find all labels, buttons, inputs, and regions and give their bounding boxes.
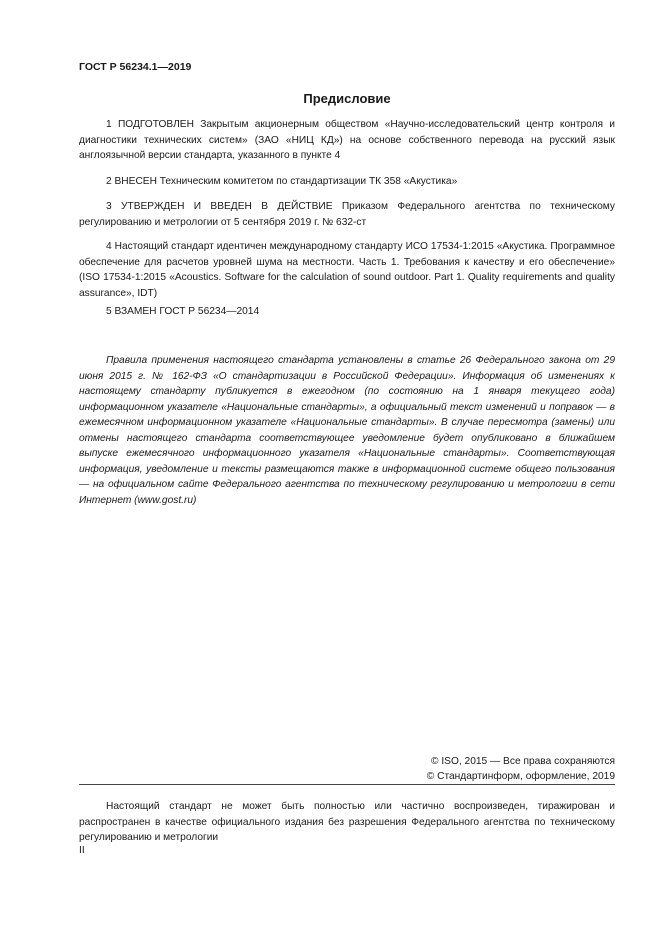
foreword-item-3 — [79, 199, 615, 230]
foreword-item-4-text: 4 Настоящий стандарт идентичен международному стандарту ИСО 17534-1:2015 «Акустика. Программное обеспечение для расчетов уровней шума на местности. Часть 1. Требования к качеству и его обеспечение» (ISO 17534-1:2015 «Acoustics. Software for the calculation of sound outdoor. Part 1. Quality requirements and quality assurance», IDT) — [79, 241, 615, 299]
reproduction-notice — [79, 799, 615, 846]
foreword-item-4 — [79, 239, 615, 301]
foreword-item-3-text: 3 УТВЕРЖДЕН И ВВЕДЕН В ДЕЙСТВИЕ Приказом Федерального агентства по техническому регулированию и метрологии от 5 сентября 2019 г. № 632-ст — [79, 201, 615, 228]
foreword-item-2-text: 2 ВНЕСЕН Техническим комитетом по стандартизации ТК 358 «Акустика» — [106, 176, 458, 187]
foreword-item-2 — [79, 174, 615, 190]
page-title: Предисловие — [303, 91, 391, 106]
copyright-iso: © ISO, 2015 — Все права сохраняются — [431, 756, 615, 767]
standard-code: ГОСТ Р 56234.1—2019 — [79, 61, 192, 73]
foreword-item-5 — [79, 304, 615, 320]
application-rules-notice — [79, 353, 615, 508]
footer-divider — [79, 784, 615, 785]
foreword-item-1-text: 1 ПОДГОТОВЛЕН Закрытым акционерным обществом «Научно-исследовательский центр контроля и диагностики технических систем» (ЗАО «НИЦ КД») на основе собственного перевода на русский язык англоязычной версии стандарта, указанного в пункте 4 — [79, 119, 615, 161]
foreword-item-1 — [79, 117, 615, 164]
application-rules-notice-text: Правила применения настоящего стандарта установлены в статье 26 Федерального закона от 29 июня 2015 г. № 162-ФЗ «О стандартизации в Российской Федерации». Информация об изменениях к настоящему стандарту публикуется в ежегодном (по состоянию на 1 января текущего года) информационном указателе «Национальные стандарты», а официальный текст изменений и поправок — в ежемесячном информационном указателе «Национальные стандарты». В случае пересмотра (замены) или отмены настоящего стандарта соответствующее уведомление будет опубликовано в ближайшем выпуске ежемесячного информационного указателя «Национальные стандарты». Соответствующая информация, уведомление и тексты размещаются также в информационной системе общего пользования — на официальном сайте Федерального агентства по техническому регулированию и метрологии в сети Интернет (www.gost.ru) — [79, 355, 615, 506]
foreword-item-5-text: 5 ВЗАМЕН ГОСТ Р 56234—2014 — [106, 306, 260, 317]
copyright-standartinform: © Стандартинформ, оформление, 2019 — [426, 771, 615, 782]
page-number: II — [79, 845, 85, 856]
reproduction-notice-text: Настоящий стандарт не может быть полностью или частично воспроизведен, тиражирован и распространен в качестве официального издания без разрешения Федерального агентства по техническому регулированию и метрологии — [79, 801, 615, 843]
